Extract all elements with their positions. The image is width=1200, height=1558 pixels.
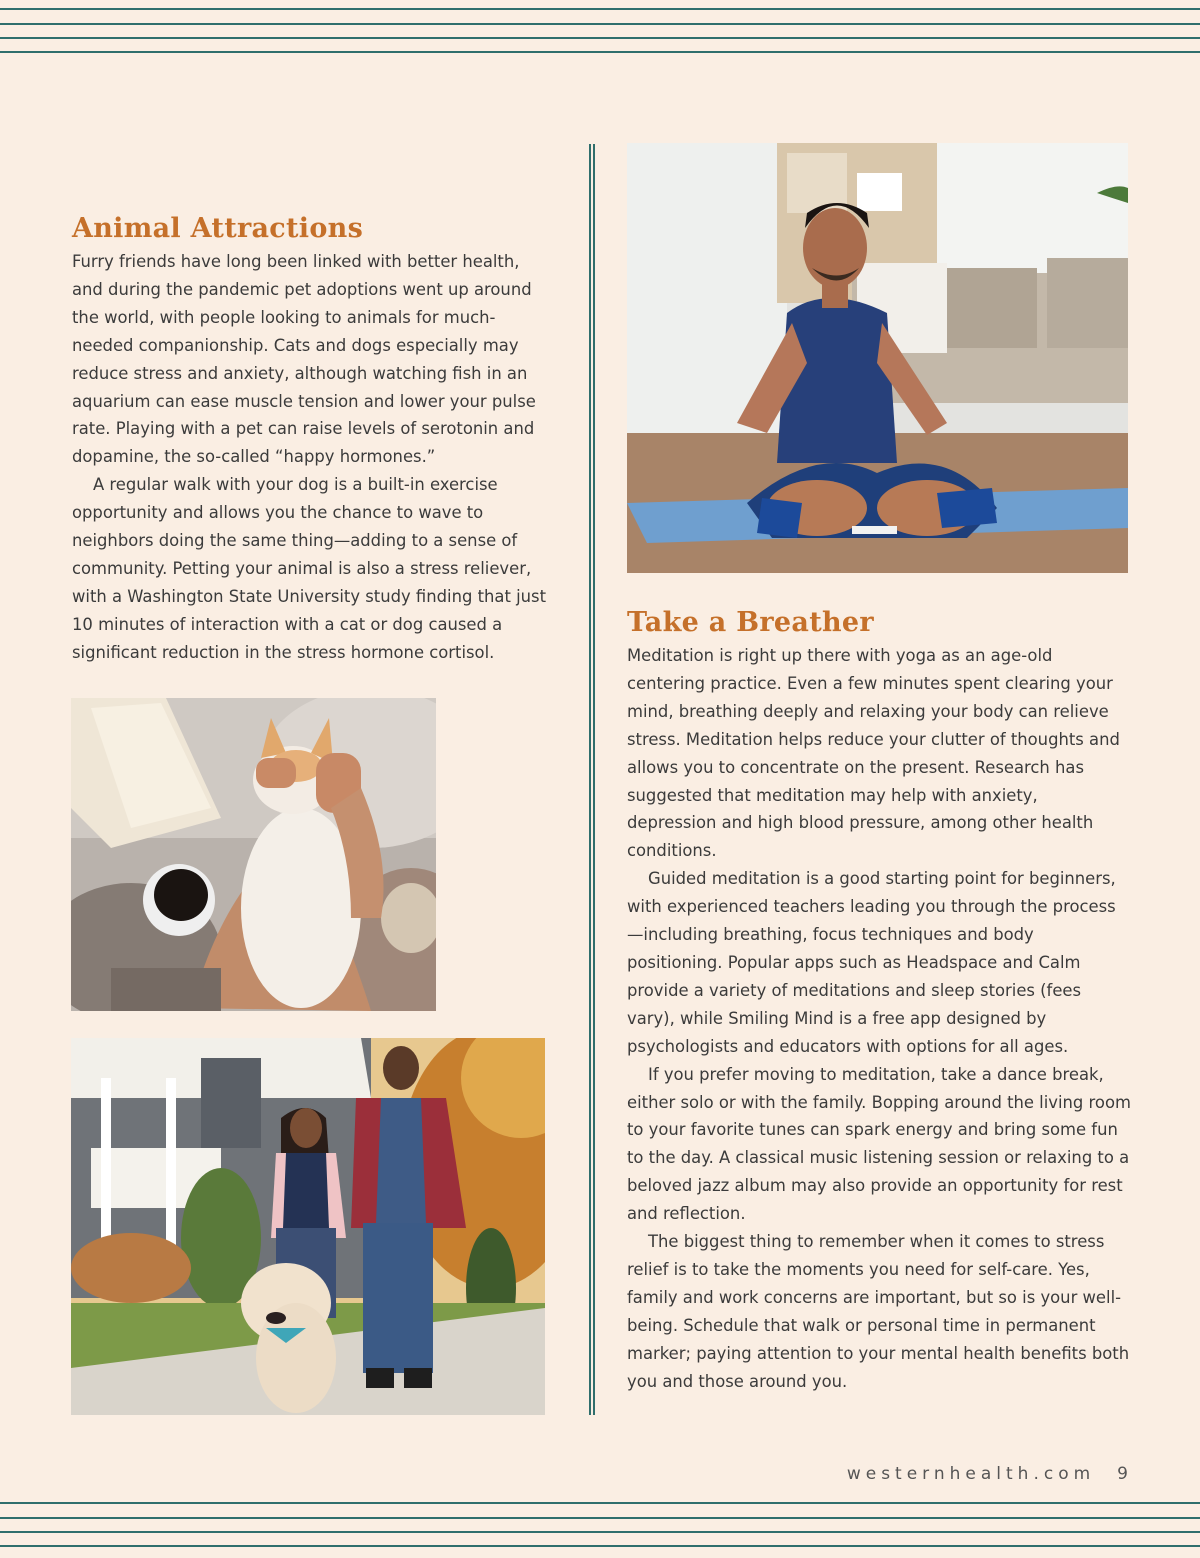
meditation-photo <box>627 143 1128 573</box>
take-a-breather-section <box>627 604 1132 1395</box>
body-paragraph: The biggest thing to remember when it comes to stress relief is to take the moments you need for self-care. Yes, family and work concerns are important, but so is your well-being. Schedule that walk or personal time in permanent marker; paying attention to your mental health benefits both you and those around you. <box>627 1232 1130 1391</box>
animal-attractions-section <box>72 210 547 667</box>
footer-site-link[interactable]: westernhealth.com <box>846 1464 1096 1484</box>
body-paragraph: Guided meditation is a good starting point for beginners, with experienced teachers leading you through the process—including breathing, focus techniques and body positioning. Popular apps such as Headspace and Calm provide a variety of meditations and sleep stories (fees vary), while Smiling Mind is a free app designed by psychologists and educators with options for all ages. <box>627 869 1116 1056</box>
section-heading: Animal Attractions <box>72 213 364 244</box>
cat-photo <box>71 698 436 1011</box>
top-stripes <box>0 8 1200 54</box>
body-paragraph: Furry friends have long been linked with better health, and during the pandemic pet adoptions went up around the world, with people looking to animals for much-needed companionship. Cats and dogs especially may reduce stress and anxiety, although watching fish in an aquarium can ease muscle tension and lower your pulse rate. Playing with a pet can raise levels of serotonin and dopamine, the so-called “happy hormones.” <box>72 252 536 467</box>
dog-walk-photo <box>71 1038 545 1415</box>
body-paragraph: A regular walk with your dog is a built-in exercise opportunity and allows you the chance to wave to neighbors doing the same thing—adding to a sense of community. Petting your animal is also a stress reliever, with a Washington State University study finding that just 10 minutes of interaction with a cat or dog caused a significant reduction in the stress hormone cortisol. <box>72 475 546 662</box>
page-number: 9 <box>1117 1464 1128 1484</box>
column-divider <box>589 144 595 1415</box>
page-footer <box>700 1464 1128 1484</box>
body-paragraph: If you prefer moving to meditation, take a dance break, either solo or with the family. Bopping around the living room to your favorite tunes can spark energy and bring some fun to the day. A classical music listening session or relaxing to a beloved jazz album may also provide an opportunity for rest and reflection. <box>627 1064 1131 1224</box>
body-paragraph: Meditation is right up there with yoga as an age-old centering practice. Even a few minutes spent clearing your mind, breathing deeply and relaxing your body can relieve stress. Meditation helps reduce your clutter of thoughts and allows you to concentrate on the present. Research has suggested that meditation may help with anxiety, depression and high blood pressure, among other health conditions. <box>627 646 1120 861</box>
bottom-stripes <box>0 1502 1200 1548</box>
section-heading: Take a Breather <box>627 607 874 638</box>
